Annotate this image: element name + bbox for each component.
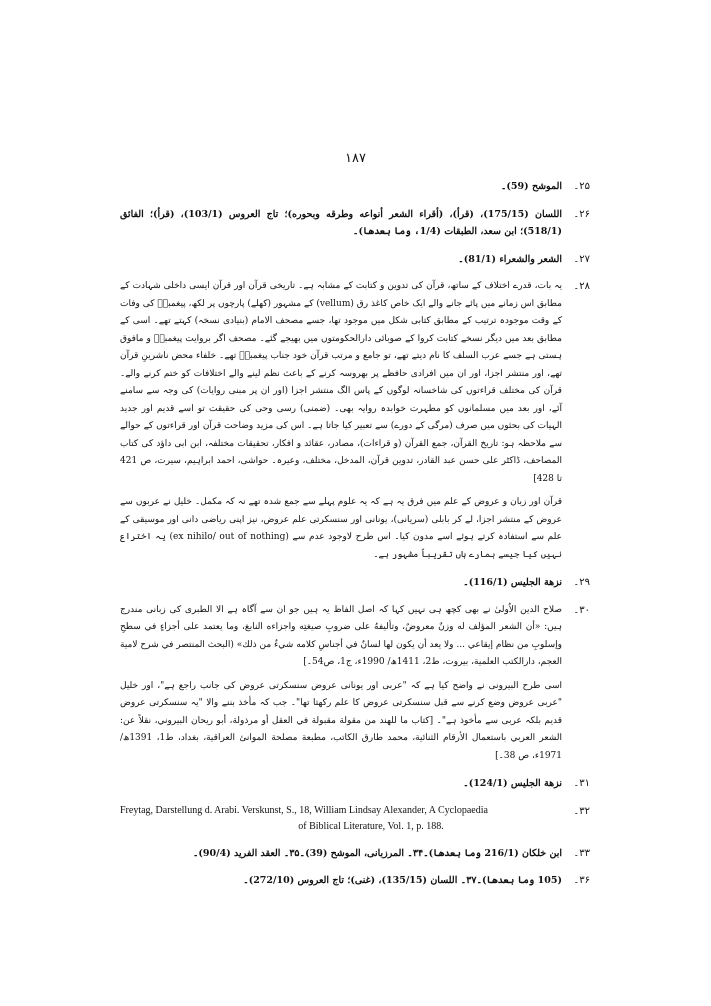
endnote-text [120, 278, 562, 564]
endnote-paragraph: قرآن اور زبان و عروض کے علم میں فرق یہ ہے کہ یہ علوم پہلے سے جمع شدہ تھے نہ کہ مکمل۔ خلیل نے عربوں سے عروض کے منتشر اجزا، لے کر بابلی (سریانی)، یونانی اور سنسکرتی علم عروض، نیز اپنی ریاضی دانی اور موسیقی کے علم سے استفادہ کرتے ہوئے اسے مدون کیا۔ اس طرح لاوجود عدم سے (ex nihilo/ out of nothing) یہ اختراع نہیں کیا جیسے ہمارے ہاں تقریباً مشہور ہے۔ [120, 497, 563, 560]
endnote-paragraph: صلاح الدین الاُولیٰ نے بھی کچھ ہی نہیں کہا کہ اصل الفاظ یہ ہیں جو ان سے آگاہ ہے الا الطبری کی زبانی مندرج ہیں: «أن الشعر المؤلف له وزنٌ معروضٌ، وتأليفهُ على ضروبِ صيغتِه واجزاءه النابغ، وما يعتمد على أجزاءٍ في سطحِ وإسلوبِ من نظام إيقاعي ... ولا يعد أن يكون لها لسانٌ في أجناسِ كلامه شيءٌ من ذلك» (البحث المنتصر في شرح لامية العجم، دارالكتب العلمية، بيروت، ط2، 1411ھ/ 1990ء، ج1، ص54۔] [120, 604, 562, 667]
endnote-text [120, 602, 562, 766]
endnote-row [120, 845, 590, 863]
endnote-text [120, 803, 562, 835]
endnote-number: ۲۶۔ [573, 208, 590, 220]
endnote-paragraph: یہ بات، قدرے اختلاف کے ساتھ، قرآن کی تدوین و کتابت کے مشابہ ہے۔ تاریخی قرآن اور قرآن ایسی داخلی شہادت کے مطابق اس زمانے میں پائے جانے والے ایک خاص کاغذ رق (vellum) کے مشہور (کھلے) پارچوں پر لکھ، پیغمبرؐ کی وفات کے وقت موجودہ ترتیب کے مطابق کتابی شکل میں موجود تھا، جسے مصحف الامام (بنیادی نسخہ) کہتے تھے۔ اسی کے مطابق بعد میں دیگر نسخے کتابت کروا کے صوبائی دارالحکومتوں میں بھیجے گئے۔ مصحف اگر بروایت پیغمبرؐ و مافوق ہستی ہے جسے عرب السلف کا نام دیتے تھے، تو جامع و مرتب قرآن خود جناب پیغمبرؐ تھے۔ خلفاء محض ناشرینِ قرآن تھے، اور منتشر اجزا، اور ان میں افرادی حافظے پر بھروسہ کرنے کے باعث نظم لینے والے اختلافات کو ختم کرنے والے۔ قرآن کی مختلف قراءتوں کی شاخسانہ لوگوں کے پاس الگ منتشر اجزا (اور ان پر مبنی روایات) کی وجہ سے سامنے آئے، اور بعد میں مسلمانوں کو مطہرت خوابدہ روایہ بھی۔ (ضمنی) رسی وحی کی حقیقت تو اسے قدیم اور جدید الہیات کی بحثوں میں صرف (مرگی کے دورے) سے تعبیر کیا جاتا ہے۔ اس کی مزید وضاحت قرآن اور قراءتوں کے حوالے سے ملاحظہ ہو: تاریخ القرآن، جمع القرآن (و قراءات)، مصادر، عقائد و افکار، تحقیقات مختلفہ، ابن ابی داؤد کی کتاب المصاحف، ڈاکٹر علی حسن عبد القادر، تدوین قرآن، المدخل، مختلف، وعیرہ۔ حواشی، احمد ابراہیم، سیرت، ص 421 تا 428] [120, 281, 562, 484]
endnote [120, 251, 590, 269]
endnote [120, 803, 590, 835]
endnote [120, 602, 590, 766]
endnote-number: ۳۳۔ [573, 847, 590, 859]
endnote-paragraph: الموشح (59)۔ [500, 181, 562, 192]
endnote-number: ۳۲۔ [573, 805, 590, 817]
endnote-paragraph: نزهة الجليس (124/1)۔ [463, 778, 562, 789]
endnote-text: ابن خلکان (216/1 وما بعدها)۔ [423, 847, 562, 859]
endnote-text [120, 178, 562, 196]
endnote-number: ۳۱۔ [573, 778, 590, 789]
page-number: ۱۸۷ [345, 151, 366, 166]
endnote [120, 206, 590, 241]
endnote-number: ۲۵۔ [573, 181, 590, 192]
endnotes-list [120, 178, 590, 900]
endnote-text [120, 775, 562, 793]
endnote-text: ۳۴۔ المرزبانی، الموشح (39)۔ [299, 847, 424, 859]
endnote [120, 178, 590, 196]
endnote-number: ۳۶۔ [573, 875, 590, 886]
endnote-paragraph: Freytag, Darstellung d. Arabi. Verskunst, S., 18, William Lindsay Alexander, A Cyclopaedia [120, 804, 488, 816]
endnote [120, 278, 590, 564]
endnote-text: (105 وما بعدها)۔ [476, 875, 562, 886]
endnote-number: ۲۸۔ [573, 281, 590, 292]
endnote-text [120, 251, 562, 269]
endnote-paragraph: اسی طرح البیرونی نے واضح کیا ہے کہ "عربی اور یونانی عروض سنسکرتی عروض کی جانب راجع ہے"، اور خلیل "عربی عروض وضع کرنے سے قبل سنسکرتی عروض کا علم رکھتا تھا"۔ جب کہ مأخذ بننے والا "یہ سنسکرتی عروض قدیم بلکہ عربی سے مأخوذ ہے"۔ [کتاب ما للهند من مقولة مقبولة في العقل أو مرذولة، أبو ريحان البيروني، نقلاً عن: الشعر العربي باستعمال الأرقام الثنائية، محمد طارق الكاتب، مطبعة مصلحة الموانئ العراقية، بغداد، ط1، 1391ھ/ 1971ء، ص 38۔] [120, 680, 563, 761]
endnote-paragraph: of Biblical Literature, Vol. 1, p. 188. [298, 820, 444, 832]
endnote-paragraph: نزهة الجليس (116/1)۔ [463, 577, 562, 588]
endnote-text [120, 574, 562, 592]
endnote-row [120, 872, 590, 890]
endnote [120, 574, 590, 592]
endnote-number: ۲۷۔ [573, 253, 590, 265]
endnote-text [120, 206, 562, 241]
endnote-paragraph: الشعر والشعراء (81/1)۔ [458, 253, 562, 265]
endnote [120, 775, 590, 793]
endnote-text: ۳۵۔ العقد الفريد (90/4)۔ [192, 847, 300, 859]
endnote-text: ۳۷۔ اللسان (135/15)، (غنى)؛ تاج العروس (272/10)۔ [243, 875, 477, 886]
endnote-paragraph: اللسان (175/15)، (قرأ)، (أقراء الشعر أنواعه وطرقه وبحوره)؛ تاج العروس (103/1)، (قرأ)؛ الفائق (518/1)؛ ابن سعد، الطبقات (1/4، وما بعدها)۔ [120, 208, 562, 237]
endnote-number: ۲۹۔ [573, 577, 590, 588]
endnote-number: ۳۰۔ [573, 604, 590, 616]
